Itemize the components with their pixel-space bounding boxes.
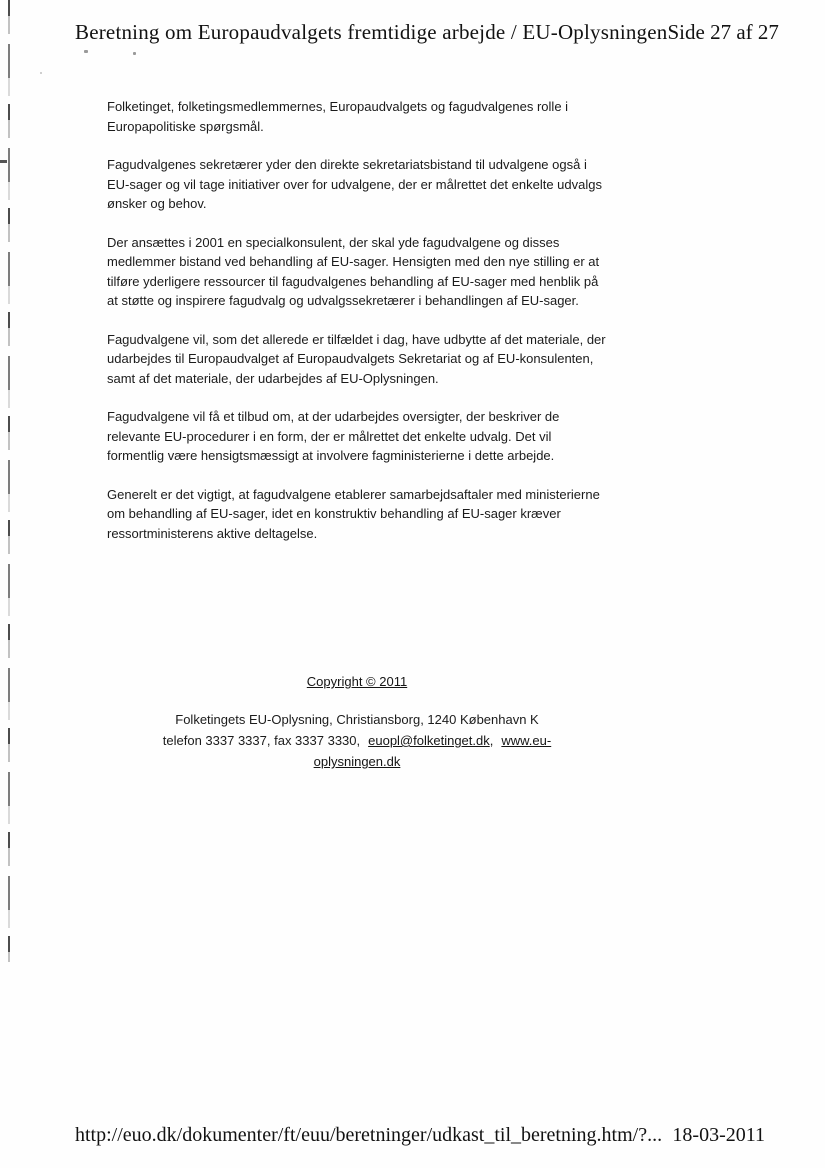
paragraph-cooperation: Generelt er det vigtigt, at fagudvalgene etablerer samarbejdsaftaler med ministerierne om behandling af EU-sager, idet en konstruktiv behandling af EU-sager kræver ressortministerens aktive deltagelse. [107, 486, 600, 541]
phone-fax-text: telefon 3337 3337, fax 3337 3330, [162, 733, 361, 748]
print-date: 18-03-2011 [672, 1124, 765, 1146]
address-line-3 [75, 751, 639, 772]
website-link-end[interactable]: oplysningen.dk [313, 754, 401, 769]
paragraph-roles: Folketinget, folketingsmedlemmernes, Europaudvalgets og fagudvalgenes rolle i Europapolitiske spørgsmål. [107, 99, 569, 134]
address-line-2 [75, 730, 639, 751]
scan-artifact-line [8, 0, 10, 962]
paragraph-overviews: Fagudvalgene vil få et tilbud om, at der udarbejdes oversigter, der beskriver de relevante EU-procedurer i en form, der er målrettet det enkelte udvalg. Det vil formentlig være hensigtsmæssigt at involvere fagministerierne i dette arbejde. [107, 409, 560, 463]
scan-speck [84, 50, 88, 53]
scan-speck [40, 72, 42, 74]
footer-address [75, 709, 639, 772]
document-title: Beretning om Europaudvalgets fremtidige arbejde / EU-Oplysningen [75, 20, 668, 44]
scan-speck [133, 52, 136, 55]
website-link-start[interactable]: www.eu- [501, 733, 552, 748]
address-line-1: Folketingets EU-Oplysning, Christiansborg, 1240 København K [175, 712, 539, 727]
copyright-link[interactable]: Copyright © 2011 [306, 674, 408, 689]
print-footer [75, 1124, 765, 1147]
source-url: http://euo.dk/dokumenter/ft/euu/beretninger/udkast_til_beretning.htm/?... [75, 1124, 663, 1146]
page-header [75, 20, 779, 45]
paragraph-specialconsultant: Der ansættes i 2001 en specialkonsulent, der skal yde fagudvalgene og disses medlemmer bistand ved behandling af EU-sager. Hensigten med den nye stilling er at tilføre yderligere ressourcer til fagudvalgenes behandling af EU-sager med henblik på at støtte og inspirere fagudvalg og udvalgssekretærer i behandlingen af EU-sager. [107, 234, 600, 308]
document-body [107, 97, 607, 562]
paragraph-secretaries: Fagudvalgenes sekretærer yder den direkte sekretariatsbistand til udvalgene også i EU-sager og vil tage initiativer over for udvalgene, der er målrettet det enkelte udvalgs ønsker og behov. [107, 157, 602, 211]
email-link[interactable]: euopl@folketinget.dk [368, 733, 490, 748]
page-number: Side 27 af 27 [667, 20, 779, 44]
copyright-line [107, 674, 607, 689]
separator: , [489, 733, 494, 748]
scan-artifact-dash [0, 160, 7, 163]
paragraph-materials: Fagudvalgene vil, som det allerede er tilfældet i dag, have udbytte af det materiale, der udarbejdes til Europaudvalget af Europaudvalgets Sekretariat og af EU-konsulenten, samt af det materiale, der udarbejdes af EU-Oplysningen. [107, 331, 606, 386]
